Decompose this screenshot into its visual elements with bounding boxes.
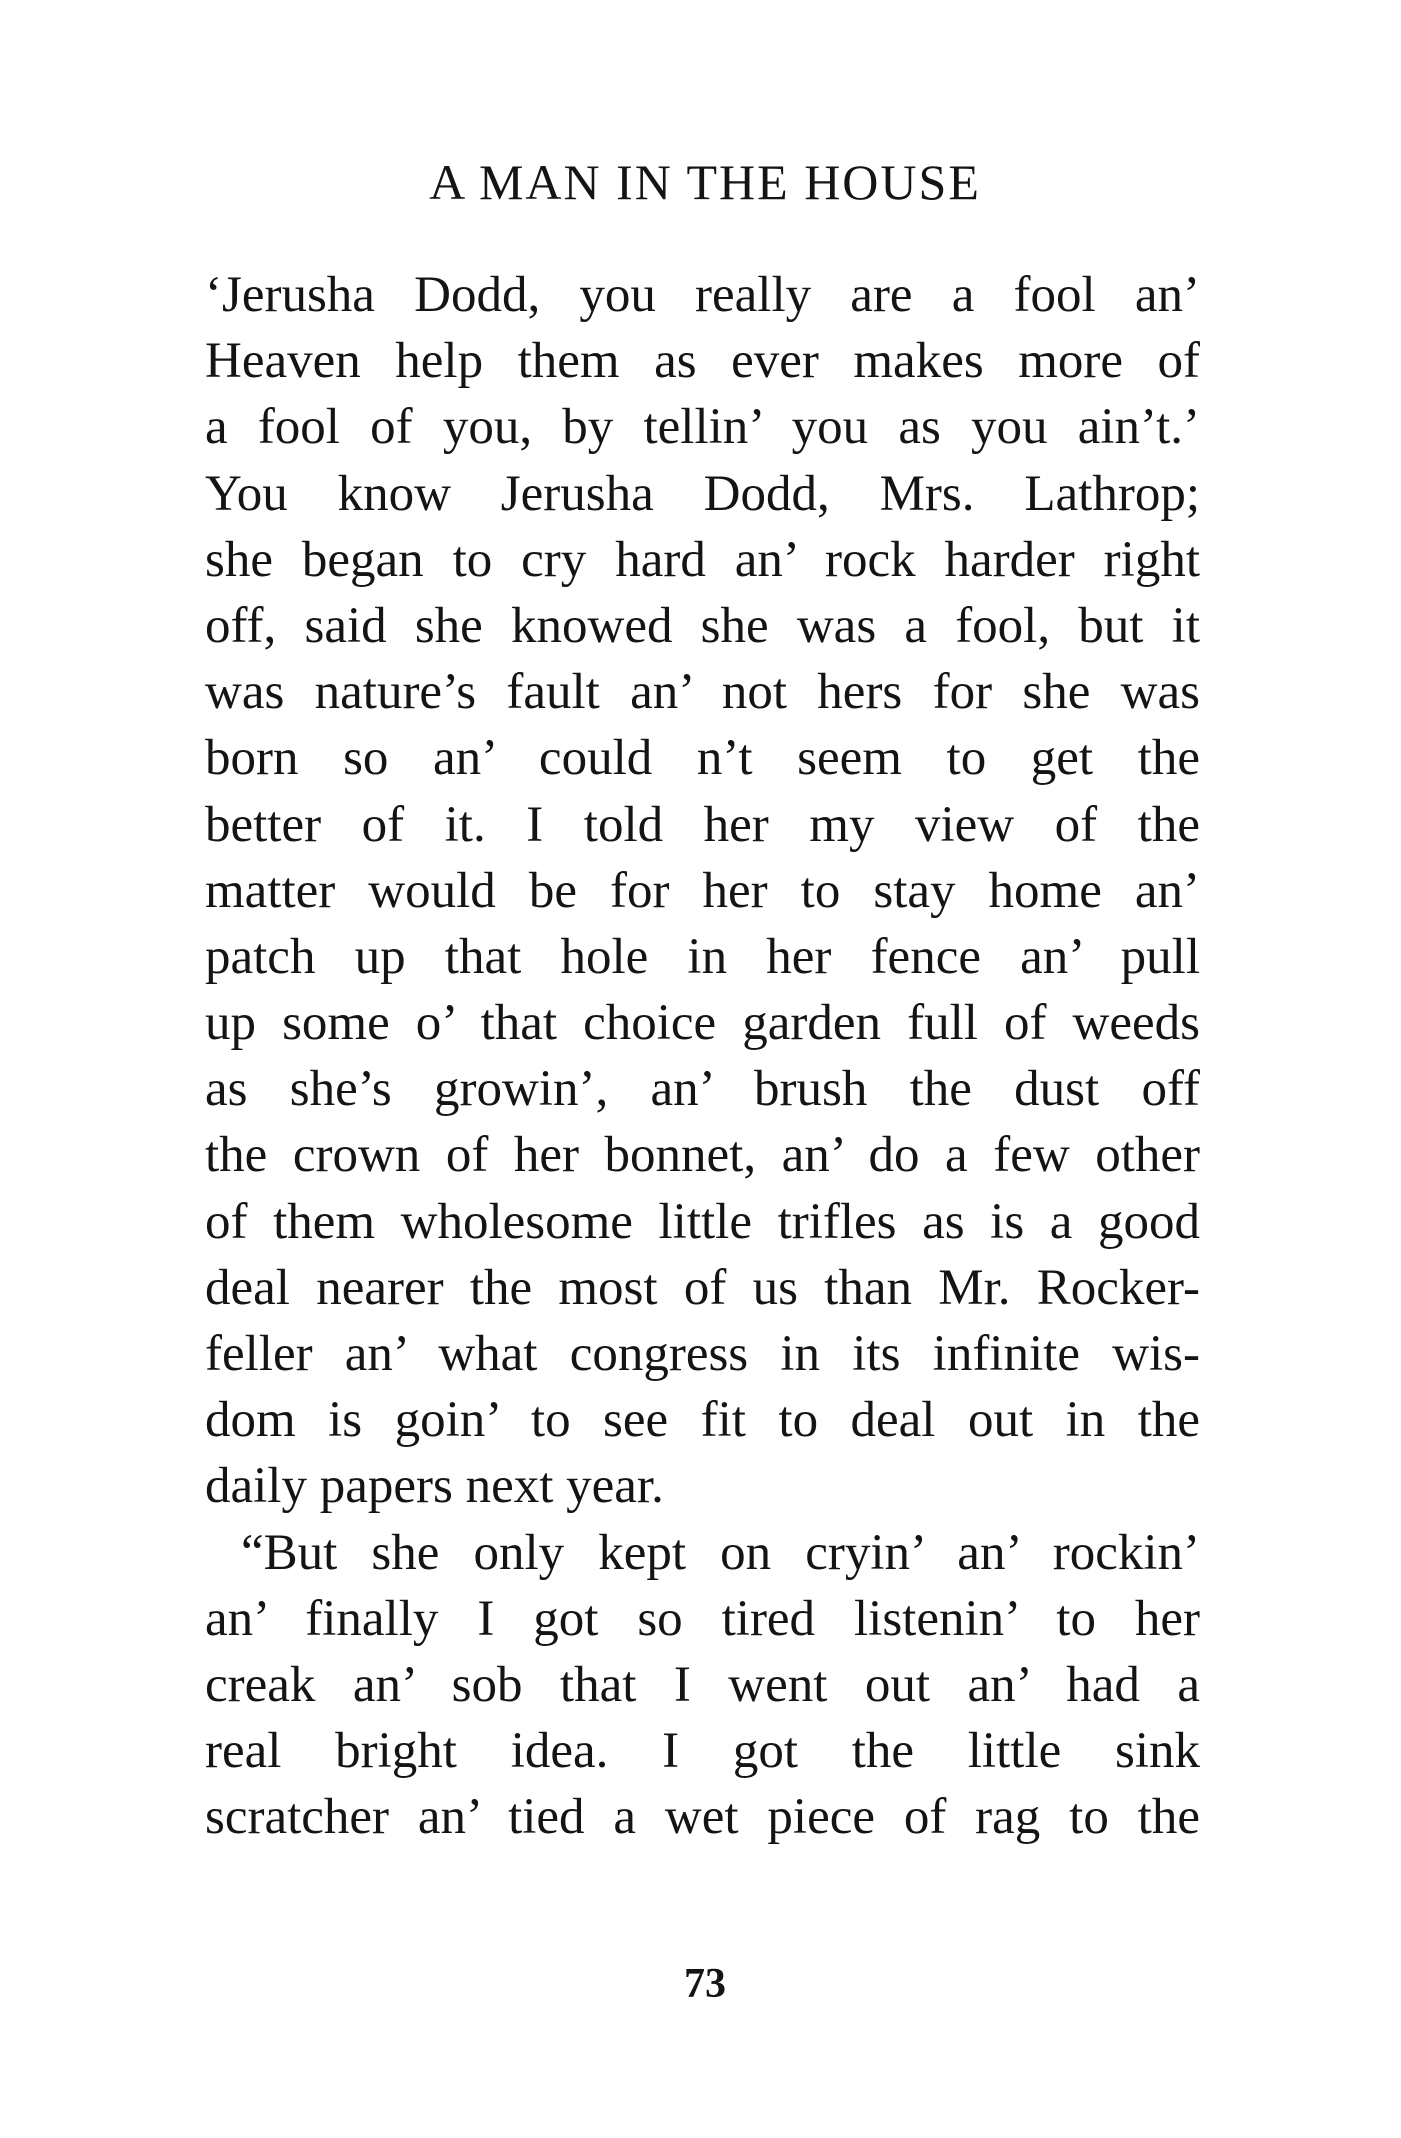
text-line: better of it. I told her my view of the [205, 796, 1200, 853]
text-line: patch up that hole in her fence an’ pull [205, 928, 1200, 985]
text-line: as she’s growin’, an’ brush the dust off [205, 1061, 1200, 1118]
text-line: was nature’s fault an’ not hers for she was [205, 664, 1200, 721]
text-line: feller an’ what congress in its infinite wis- [205, 1326, 1200, 1382]
text-line: deal nearer the most of us than Mr. Rocker- [205, 1259, 1200, 1316]
text-line: an’ finally I got so tired listenin’ to her [205, 1590, 1200, 1647]
running-head: A MAN IN THE HOUSE [429, 154, 981, 210]
text-line: a fool of you, by tellin’ you as you ain’t.’ [205, 399, 1200, 456]
text-line: the crown of her bonnet, an’ do a few other [205, 1127, 1200, 1184]
text-line: creak an’ sob that I went out an’ had a [205, 1656, 1200, 1713]
text-line: off, said she knowed she was a fool, but it [205, 597, 1200, 654]
text-line: Heaven help them as ever makes more of [205, 333, 1200, 390]
text-line: You know Jerusha Dodd, Mrs. Lathrop; [205, 465, 1200, 522]
text-line: of them wholesome little trifles as is a good [205, 1193, 1200, 1250]
text-line: dom is goin’ to see fit to deal out in the [205, 1392, 1200, 1449]
body-text [205, 262, 1200, 1851]
page-number: 73 [684, 1961, 726, 2007]
text-line: ‘Jerusha Dodd, you really are a fool an’ [205, 267, 1200, 323]
text-line: born so an’ could n’t seem to get the [205, 730, 1200, 787]
text-line: “But she only kept on cryin’ an’ rockin’ [241, 1524, 1200, 1581]
text-line: daily papers next year. [205, 1458, 664, 1515]
text-line: up some o’ that choice garden full of weeds [205, 995, 1200, 1052]
text-line: matter would be for her to stay home an’ [205, 862, 1200, 919]
text-line: real bright idea. I got the little sink [205, 1723, 1200, 1780]
text-line: scratcher an’ tied a wet piece of rag to the [205, 1789, 1200, 1846]
text-line: she began to cry hard an’ rock harder right [205, 531, 1200, 588]
